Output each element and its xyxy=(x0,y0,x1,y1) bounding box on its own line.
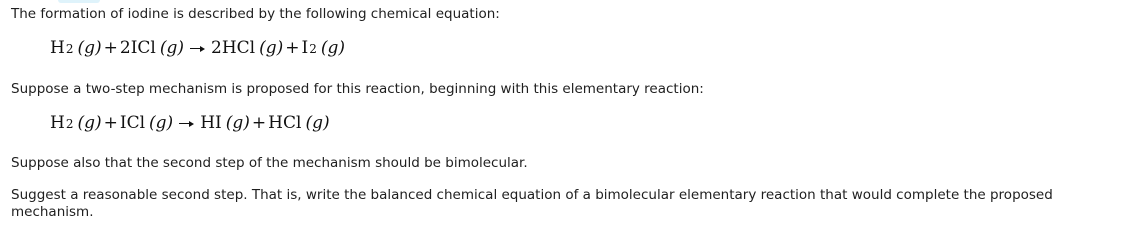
eq2-h: H xyxy=(50,113,65,133)
eq2-phase-4: (g) xyxy=(305,113,330,133)
eq1-h: H xyxy=(50,38,65,58)
eq1-icl: 2ICl xyxy=(119,38,156,58)
eq2-hcl: HCl xyxy=(268,113,302,133)
eq2-phase-1: (g) xyxy=(77,113,102,133)
elementary-equation: H 2 (g) + ICl (g) HI (g) + HCl (g) xyxy=(50,113,330,133)
eq1-phase-1: (g) xyxy=(77,38,102,58)
intro-text: The formation of iodine is described by the following chemical equation: xyxy=(11,6,500,22)
eq1-plus-2: + xyxy=(285,38,300,58)
eq2-plus-1: + xyxy=(103,113,118,133)
eq2-icl: ICl xyxy=(119,113,146,133)
eq2-phase-3: (g) xyxy=(225,113,250,133)
eq2-plus-2: + xyxy=(251,113,267,133)
prompt-text: Suggest a reasonable second step. That is, write the balanced chemical equation of a bimolecular elementary reaction that would complete the proposed mechanism. xyxy=(11,187,1053,220)
bimolecular-text: Suppose also that the second step of the mechanism should be bimolecular. xyxy=(11,155,528,171)
eq2-hi: HI xyxy=(200,113,222,133)
overall-equation: H 2 (g) + 2ICl (g) 2HCl (g) + I 2 (g) xyxy=(50,38,346,58)
mechanism-text: Suppose a two-step mechanism is proposed for this reaction, beginning with this elementary reaction: xyxy=(11,81,704,97)
eq1-phase-3: (g) xyxy=(259,38,284,58)
eq1-phase-4: (g) xyxy=(320,38,346,58)
eq1-phase-2: (g) xyxy=(159,38,185,58)
eq1-hcl: 2HCl xyxy=(211,38,256,58)
eq1-plus-1: + xyxy=(103,38,118,58)
top-accent-bar xyxy=(58,0,100,3)
reaction-arrow-icon xyxy=(190,43,205,53)
eq1-i: I xyxy=(301,38,309,58)
eq2-phase-2: (g) xyxy=(149,113,174,133)
reaction-arrow-icon xyxy=(179,118,194,128)
